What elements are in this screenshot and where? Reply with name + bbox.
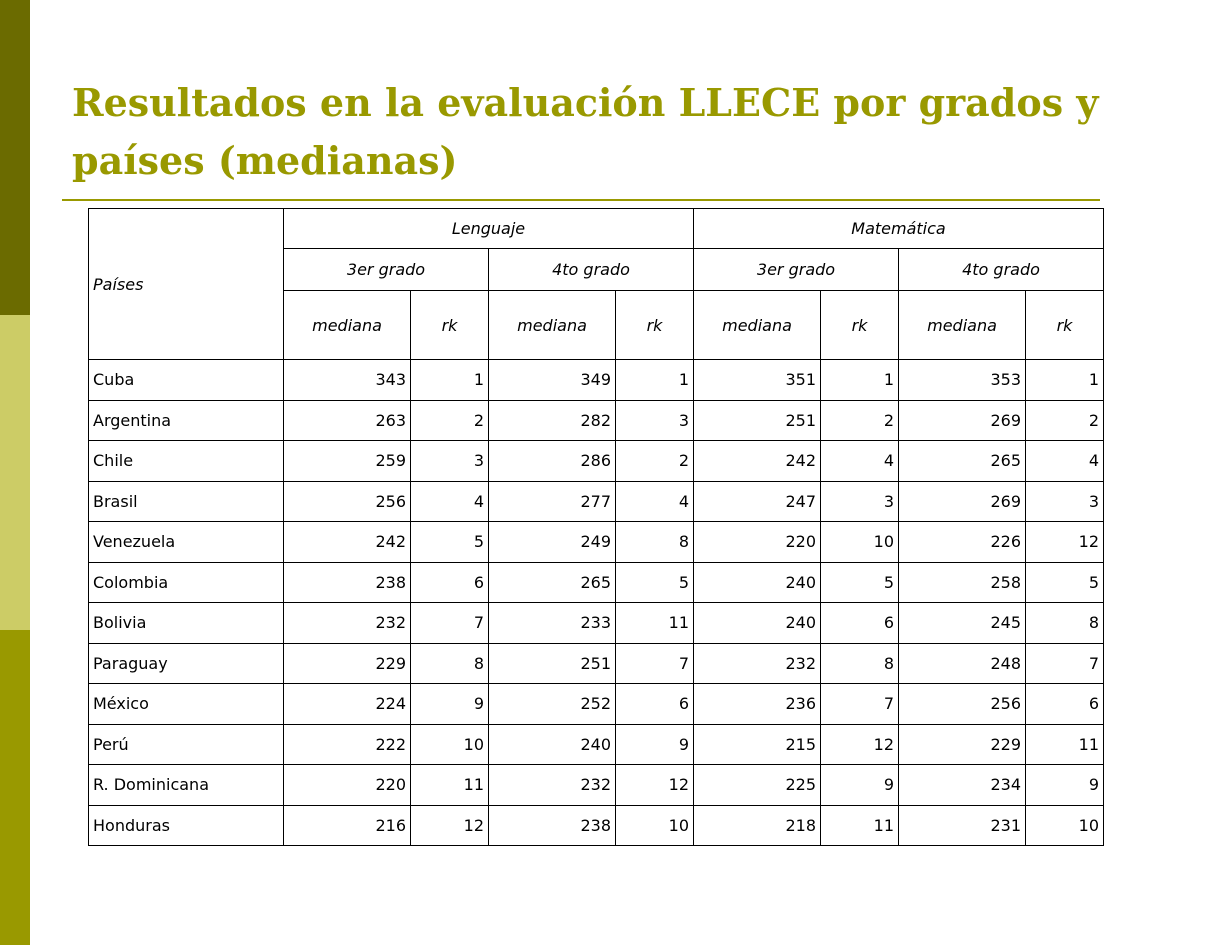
title-rule (62, 199, 1100, 201)
median-cell: 224 (284, 684, 411, 725)
header-row-subjects (89, 209, 1104, 249)
header-col: mediana (899, 291, 1026, 360)
median-cell: 256 (284, 481, 411, 522)
rank-cell: 10 (821, 522, 899, 563)
results-table (88, 208, 1104, 846)
rank-cell: 8 (821, 643, 899, 684)
side-bar-bottom (0, 630, 30, 945)
side-bar-top (0, 0, 30, 315)
table-row (89, 481, 1104, 522)
header-col: rk (1026, 291, 1104, 360)
rank-cell: 2 (616, 441, 694, 482)
table-row (89, 643, 1104, 684)
rank-cell: 6 (411, 562, 489, 603)
header-col: rk (821, 291, 899, 360)
rank-cell: 8 (411, 643, 489, 684)
country-cell: Brasil (89, 481, 284, 522)
rank-cell: 5 (616, 562, 694, 603)
median-cell: 236 (694, 684, 821, 725)
rank-cell: 4 (616, 481, 694, 522)
rank-cell: 9 (821, 765, 899, 806)
median-cell: 251 (489, 643, 616, 684)
table-row (89, 603, 1104, 644)
median-cell: 215 (694, 724, 821, 765)
rank-cell: 5 (411, 522, 489, 563)
median-cell: 238 (489, 805, 616, 846)
median-cell: 231 (899, 805, 1026, 846)
rank-cell: 11 (411, 765, 489, 806)
side-bar-middle (0, 315, 30, 630)
median-cell: 220 (284, 765, 411, 806)
rank-cell: 3 (821, 481, 899, 522)
median-cell: 252 (489, 684, 616, 725)
median-cell: 225 (694, 765, 821, 806)
header-grade: 3er grado (284, 249, 489, 291)
rank-cell: 4 (821, 441, 899, 482)
table-row (89, 805, 1104, 846)
median-cell: 286 (489, 441, 616, 482)
rank-cell: 2 (821, 400, 899, 441)
rank-cell: 1 (616, 360, 694, 401)
median-cell: 265 (489, 562, 616, 603)
median-cell: 269 (899, 481, 1026, 522)
rank-cell: 7 (821, 684, 899, 725)
country-cell: Chile (89, 441, 284, 482)
median-cell: 216 (284, 805, 411, 846)
table-row (89, 562, 1104, 603)
rank-cell: 8 (1026, 603, 1104, 644)
median-cell: 256 (899, 684, 1026, 725)
rank-cell: 9 (616, 724, 694, 765)
country-cell: Paraguay (89, 643, 284, 684)
rank-cell: 4 (1026, 441, 1104, 482)
header-paises: Países (89, 209, 284, 360)
median-cell: 277 (489, 481, 616, 522)
header-col: mediana (694, 291, 821, 360)
slide-title: Resultados en la evaluación LLECE por grados y países (medianas) (72, 80, 1099, 183)
median-cell: 232 (694, 643, 821, 684)
rank-cell: 6 (616, 684, 694, 725)
median-cell: 232 (284, 603, 411, 644)
rank-cell: 12 (616, 765, 694, 806)
table-row (89, 724, 1104, 765)
median-cell: 240 (694, 562, 821, 603)
median-cell: 251 (694, 400, 821, 441)
median-cell: 245 (899, 603, 1026, 644)
median-cell: 226 (899, 522, 1026, 563)
median-cell: 220 (694, 522, 821, 563)
rank-cell: 7 (616, 643, 694, 684)
rank-cell: 7 (1026, 643, 1104, 684)
rank-cell: 12 (411, 805, 489, 846)
rank-cell: 12 (1026, 522, 1104, 563)
header-grade: 4to grado (489, 249, 694, 291)
rank-cell: 8 (616, 522, 694, 563)
median-cell: 351 (694, 360, 821, 401)
median-cell: 349 (489, 360, 616, 401)
median-cell: 242 (694, 441, 821, 482)
median-cell: 248 (899, 643, 1026, 684)
median-cell: 218 (694, 805, 821, 846)
rank-cell: 2 (411, 400, 489, 441)
country-cell: Cuba (89, 360, 284, 401)
median-cell: 229 (899, 724, 1026, 765)
rank-cell: 7 (411, 603, 489, 644)
rank-cell: 2 (1026, 400, 1104, 441)
rank-cell: 6 (1026, 684, 1104, 725)
median-cell: 343 (284, 360, 411, 401)
median-cell: 222 (284, 724, 411, 765)
rank-cell: 3 (616, 400, 694, 441)
median-cell: 247 (694, 481, 821, 522)
median-cell: 229 (284, 643, 411, 684)
rank-cell: 10 (411, 724, 489, 765)
table-row (89, 400, 1104, 441)
rank-cell: 9 (1026, 765, 1104, 806)
country-cell: Argentina (89, 400, 284, 441)
rank-cell: 3 (1026, 481, 1104, 522)
country-cell: México (89, 684, 284, 725)
median-cell: 265 (899, 441, 1026, 482)
median-cell: 233 (489, 603, 616, 644)
rank-cell: 9 (411, 684, 489, 725)
header-grade: 4to grado (899, 249, 1104, 291)
header-col: rk (411, 291, 489, 360)
rank-cell: 10 (1026, 805, 1104, 846)
table-row (89, 765, 1104, 806)
rank-cell: 4 (411, 481, 489, 522)
rank-cell: 3 (411, 441, 489, 482)
median-cell: 242 (284, 522, 411, 563)
header-subject-matematica: Matemática (694, 209, 1104, 249)
median-cell: 240 (489, 724, 616, 765)
country-cell: Bolivia (89, 603, 284, 644)
rank-cell: 11 (616, 603, 694, 644)
rank-cell: 1 (1026, 360, 1104, 401)
median-cell: 263 (284, 400, 411, 441)
rank-cell: 12 (821, 724, 899, 765)
header-subject-lenguaje: Lenguaje (284, 209, 694, 249)
rank-cell: 11 (1026, 724, 1104, 765)
median-cell: 258 (899, 562, 1026, 603)
table-row (89, 522, 1104, 563)
median-cell: 282 (489, 400, 616, 441)
rank-cell: 5 (821, 562, 899, 603)
median-cell: 249 (489, 522, 616, 563)
country-cell: R. Dominicana (89, 765, 284, 806)
header-col: mediana (489, 291, 616, 360)
header-grade: 3er grado (694, 249, 899, 291)
median-cell: 238 (284, 562, 411, 603)
country-cell: Honduras (89, 805, 284, 846)
header-col: rk (616, 291, 694, 360)
median-cell: 232 (489, 765, 616, 806)
rank-cell: 11 (821, 805, 899, 846)
rank-cell: 6 (821, 603, 899, 644)
rank-cell: 5 (1026, 562, 1104, 603)
rank-cell: 10 (616, 805, 694, 846)
median-cell: 269 (899, 400, 1026, 441)
median-cell: 240 (694, 603, 821, 644)
rank-cell: 1 (411, 360, 489, 401)
table-row (89, 360, 1104, 401)
median-cell: 234 (899, 765, 1026, 806)
country-cell: Colombia (89, 562, 284, 603)
median-cell: 259 (284, 441, 411, 482)
rank-cell: 1 (821, 360, 899, 401)
table-row (89, 684, 1104, 725)
median-cell: 353 (899, 360, 1026, 401)
table-row (89, 441, 1104, 482)
country-cell: Venezuela (89, 522, 284, 563)
country-cell: Perú (89, 724, 284, 765)
header-col: mediana (284, 291, 411, 360)
